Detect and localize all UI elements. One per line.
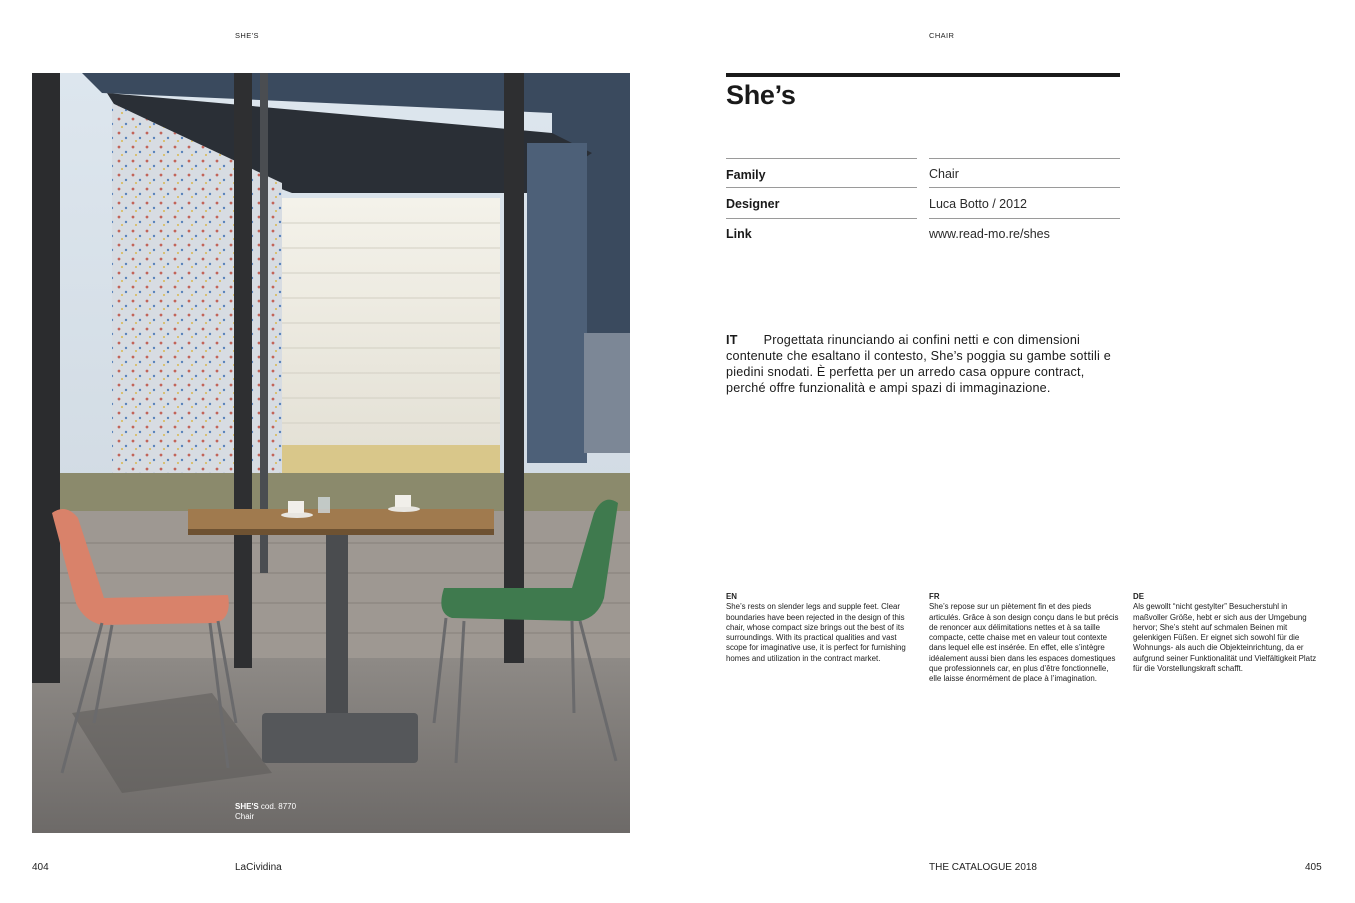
footer-catalogue: THE CATALOGUE 2018 — [929, 862, 1037, 873]
spec-divider — [929, 218, 1120, 219]
description-it — [726, 332, 1120, 396]
footer-brand: LaCividina — [235, 862, 282, 873]
spec-value-link[interactable]: www.read-mo.re/shes — [929, 227, 1050, 241]
description-de — [1133, 592, 1323, 674]
running-head-left: SHE'S — [235, 31, 259, 40]
page-number-left: 404 — [32, 862, 49, 873]
title-rule — [726, 73, 1120, 77]
spec-divider — [929, 158, 1120, 159]
description-en — [726, 592, 914, 664]
caption-name: SHE'S — [235, 802, 259, 811]
spec-label-designer: Designer — [726, 197, 780, 211]
text-en: She’s rests on slender legs and supple feet. Clear boundaries have been rejected in the design of this chair, whose compact size brings out the best of its surroundings. With its practical qualities and vast scope for imaginative use, it is perfect for furnishing homes and utilization in the contract market. — [726, 602, 906, 663]
spec-divider — [726, 187, 917, 188]
running-head-right: CHAIR — [929, 31, 955, 40]
caption-code: cod. 8770 — [258, 802, 297, 811]
spec-label-link: Link — [726, 227, 752, 241]
description-fr — [929, 592, 1119, 685]
spec-value-designer: Luca Botto / 2012 — [929, 197, 1027, 211]
product-photo — [32, 73, 630, 833]
text-de: Als gewollt “nicht gestylter” Besucherstuhl in maßvoller Größe, hebt er sich aus der Umgebung hervor; She’s steht auf schmalen Beinen mit gelenkigen Füßen. Er eignet sich sowohl für die Wohnungs- als auch die Objekteinrichtung, da er aufgrund seiner Funktionalität und Vielfältigkeit Platz für die Vorstellungskraft schafft. — [1133, 602, 1317, 674]
lang-label-fr: FR — [929, 592, 940, 601]
lang-label-de: DE — [1133, 592, 1144, 601]
spec-divider — [726, 218, 917, 219]
page-title: She’s — [726, 80, 796, 110]
photo-caption — [235, 802, 296, 822]
spec-value-family: Chair — [929, 167, 959, 181]
caption-type: Chair — [235, 812, 255, 821]
page-number-right: 405 — [1305, 862, 1322, 873]
spec-divider — [929, 187, 1120, 188]
spec-label-family: Family — [726, 168, 766, 182]
spec-divider — [726, 158, 917, 159]
lang-label-it: IT — [726, 333, 738, 347]
lang-label-en: EN — [726, 592, 737, 601]
text-fr: She’s repose sur un piètement fin et des pieds articulés. Grâce à son design conçu dans le but précis de renoncer aux délimitations nettes et à sa taille compacte, cette chaise met en valeur tout contexte dans lequel elle est insérée. En effet, elle s’intègre idéalement aussi bien dans les espaces domestiques que professionnels car, en plus d’être fonctionnelle, elle laisse énormément de place à l’imagination. — [929, 602, 1119, 684]
text-it: Progettata rinunciando ai confini netti e con dimensioni contenute che esaltano il contesto, She’s poggia su gambe sottili e piedini snodati. È perfetta per un arredo casa oppure contract, perché offre funzionalità e ampi spazi di immaginazione. — [726, 333, 1111, 395]
